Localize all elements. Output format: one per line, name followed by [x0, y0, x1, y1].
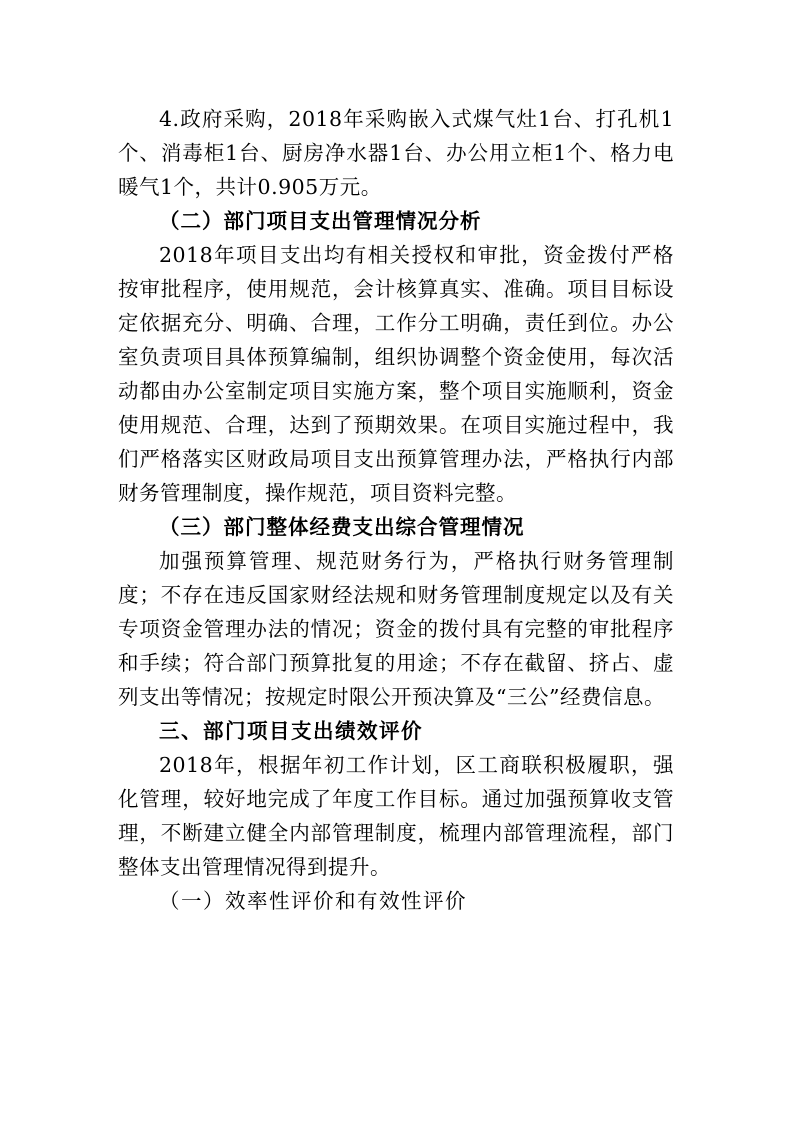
project-expenditure-paragraph: 2018年项目支出均有相关授权和审批，资金拨付严格按审批程序，使用规范，会计核算真实、准确。项目目标设定依据充分、明确、合理，工作分工明确，责任到位。办公室负责项目具体预算编制，组织协调整个资金使用，每次活动都由办公室制定项目实施方案，整个项目实施顺利，资金使用规范、合理，达到了预期效果。在项目实施过程中，我们严格落实区财政局项目支出预算管理办法，严格执行内部财务管理制度，操作规范，项目资料完整。 — [118, 243, 674, 505]
performance-evaluation-paragraph: 2018年，根据年初工作计划，区工商联积极履职，强化管理，较好地完成了年度工作目标。通过加强预算收支管理，不断建立健全内部管理制度，梳理内部管理流程，部门整体支出管理情况得到提升。 — [118, 753, 674, 879]
section-heading-project-expenditure: （二）部门项目支出管理情况分析 — [159, 209, 482, 233]
document-page — [118, 102, 674, 918]
section-heading-performance-evaluation: 三、部门项目支出绩效评价 — [159, 719, 423, 743]
section-heading-efficiency-evaluation: （一）效率性评价和有效性评价 — [159, 889, 467, 913]
procurement-paragraph: 4.政府采购，2018年采购嵌入式煤气灶1台、打孔机1个、消毒柜1台、厨房净水器1台、办公用立柜1个、格力电暖气1个，共计0.905万元。 — [118, 107, 674, 199]
overall-management-paragraph: 加强预算管理、规范财务行为，严格执行财务管理制度；不存在违反国家财经法规和财务管理制度规定以及有关专项资金管理办法的情况；资金的拨付具有完整的审批程序和手续；符合部门预算批复的用途；不存在截留、挤占、虚列支出等情况；按规定时限公开预决算及“三公”经费信息。 — [118, 549, 674, 709]
section-heading-overall-management: （三）部门整体经费支出综合管理情况 — [159, 515, 525, 539]
